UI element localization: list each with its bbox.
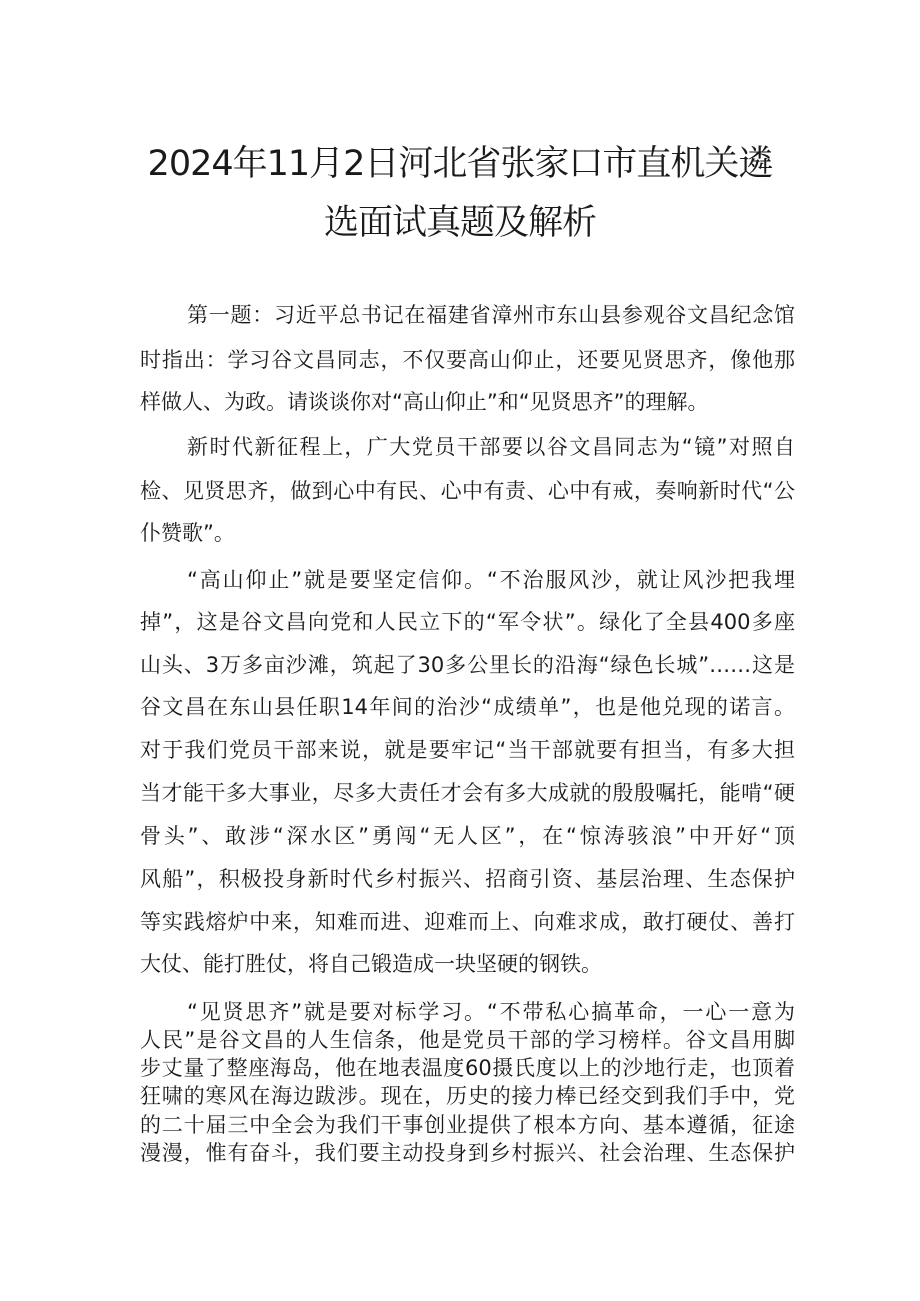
document-title-line-1: 2024年11月2日河北省张家口市直机关遴 <box>147 144 773 184</box>
paragraph-line: 时指出：学习谷文昌同志，不仅要高山仰止，还要见贤思齐，像他那 <box>140 348 795 372</box>
paragraph-line: 掉”，这是谷文昌向党和人民立下的“军令状”。绿化了全县400多座 <box>140 610 795 634</box>
paragraph-line: 对于我们党员干部来说，就是要牢记“当干部就要有担当，有多大担 <box>140 738 795 762</box>
paragraph-line: “高山仰止”就是要坚定信仰。“不治服风沙，就让风沙把我埋 <box>187 568 795 592</box>
document-title-line-2: 选面试真题及解析 <box>323 203 596 243</box>
paragraph-line: 的二十届三中全会为我们干事创业提供了根本方向、基本遵循，征途 <box>140 1113 795 1137</box>
paragraph-line: 第一题：习近平总书记在福建省漳州市东山县参观谷文昌纪念馆 <box>187 303 795 327</box>
paragraph-line: 山头、3万多亩沙滩，筑起了30多公里长的沿海“绿色长城”……这是 <box>140 653 795 677</box>
paragraph-line: 人民”是谷文昌的人生信条，他是党员干部的学习榜样。谷文昌用脚 <box>140 1028 795 1052</box>
paragraph-line: 谷文昌在东山县任职14年间的治沙“成绩单”，也是他兑现的诺言。 <box>140 695 795 719</box>
paragraph-line: “见贤思齐”就是要对标学习。“不带私心搞革命，一心一意为 <box>187 1000 795 1024</box>
paragraph-line: 风船”，积极投身新时代乡村振兴、招商引资、基层治理、生态保护 <box>140 867 795 891</box>
paragraph-line: 步丈量了整座海岛，他在地表温度60摄氏度以上的沙地行走，也顶着 <box>140 1056 795 1080</box>
paragraph-line: 狂啸的寒风在海边跋涉。现在，历史的接力棒已经交到我们手中，党 <box>140 1084 795 1108</box>
paragraph-line: 新时代新征程上，广大党员干部要以谷文昌同志为“镜”对照自 <box>187 435 795 459</box>
paragraph-line: 样做人、为政。请谈谈你对“高山仰止”和“见贤思齐”的理解。 <box>140 390 709 414</box>
paragraph-line: 当才能干多大事业，尽多大责任才会有多大成就的殷殷嘱托，能啃“硬 <box>140 781 795 805</box>
paragraph-line: 漫漫，惟有奋斗，我们要主动投身到乡村振兴、社会治理、生态保护 <box>140 1141 795 1165</box>
paragraph-line: 检、见贤思齐，做到心中有民、心中有责、心中有戒，奏响新时代“公 <box>140 479 795 503</box>
paragraph-line: 等实践熔炉中来，知难而进、迎难而上、向难求成，敢打硬仗、善打 <box>140 910 795 934</box>
paragraph-line: 大仗、能打胜仗，将自己锻造成一块坚硬的钢铁。 <box>140 952 602 976</box>
paragraph-line: 骨头”、敢涉“深水区”勇闯“无人区”，在“惊涛骇浪”中开好“顶 <box>140 824 795 848</box>
paragraph-line: 仆赞歌”。 <box>140 521 235 545</box>
